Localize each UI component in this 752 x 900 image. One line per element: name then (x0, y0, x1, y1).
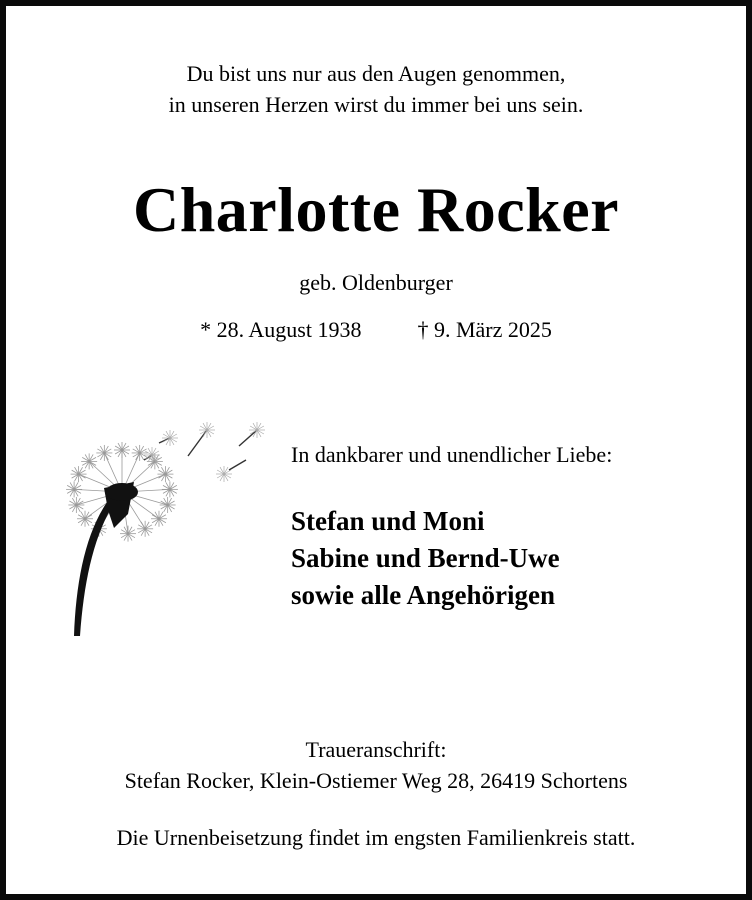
mourner: Stefan und Moni (291, 506, 485, 536)
life-dates (6, 317, 746, 343)
address-text: Stefan Rocker, Klein-Ostiemer Weg 28, 26419 Schortens (124, 768, 628, 793)
birth-name: geb. Oldenburger (299, 270, 453, 295)
dedication-line: In dankbarer und unendlicher Liebe: (291, 442, 613, 467)
deceased-name: Charlotte Rocker (132, 174, 620, 245)
quote-line: in unseren Herzen wirst du immer bei uns sein. (168, 92, 584, 117)
final-note: Die Urnenbeisetzung findet im engsten Familienkreis statt. (116, 825, 636, 850)
address-label: Traueranschrift: (305, 737, 447, 762)
dandelion-icon (64, 410, 274, 640)
mourning-address (6, 734, 746, 796)
memorial-quote (6, 58, 746, 120)
birth-date: * 28. August 1938 (200, 317, 362, 342)
mourners-list (291, 503, 560, 614)
mourner: Sabine und Bernd-Uwe (291, 543, 560, 573)
quote-line: Du bist uns nur aus den Augen genommen, (186, 61, 566, 86)
mourner: sowie alle Angehörigen (291, 580, 555, 610)
death-date: † 9. März 2025 (417, 317, 552, 342)
